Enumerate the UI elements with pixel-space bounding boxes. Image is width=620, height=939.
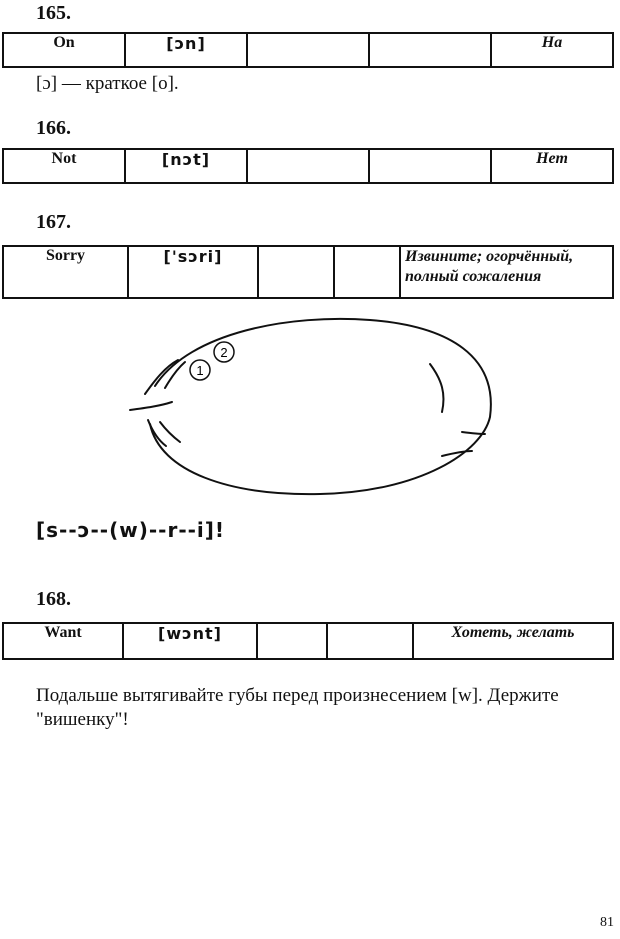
empty-cell (334, 246, 400, 298)
lip-stroke (130, 402, 172, 410)
translation-cell: Нет (491, 149, 613, 183)
section-number-166: 166. (36, 117, 71, 139)
word-table-167 (2, 245, 614, 299)
section-number-165: 165. (36, 2, 71, 24)
page-number: 81 (600, 915, 614, 930)
marker-label-1: 1 (196, 363, 204, 378)
empty-cell (369, 149, 491, 183)
translation-cell: На (491, 33, 613, 67)
section-number-168: 168. (36, 588, 71, 610)
word-table-166 (2, 148, 614, 184)
bottom-tick (442, 451, 472, 456)
word-table-165 (2, 32, 614, 68)
empty-cell (247, 149, 369, 183)
word-cell: On (3, 33, 125, 67)
translation-cell: Хотеть, желать (413, 623, 613, 659)
right-curve (430, 364, 444, 412)
empty-cell (247, 33, 369, 67)
sound-line: [s--ɔ--(w)--r--i]! (36, 518, 226, 542)
word-table-168 (2, 622, 614, 660)
lip-position-diagram (120, 312, 500, 502)
empty-cell (369, 33, 491, 67)
word-cell: Want (3, 623, 123, 659)
mouth-outline (150, 319, 491, 494)
translation-cell: Извините; огорчённый, полный сожаления (400, 246, 613, 298)
word-cell: Not (3, 149, 125, 183)
empty-cell (258, 246, 334, 298)
note-168: Подальше вытягивайте губы перед произнесением [w]. Держите "вишенку"! (36, 685, 559, 730)
empty-cell (257, 623, 327, 659)
transcription-cell: [nɔt] (125, 149, 247, 183)
transcription-cell: [ɔn] (125, 33, 247, 67)
transcription-cell: ['sɔri] (128, 246, 258, 298)
note-165: [ɔ] — краткое [о]. (36, 73, 179, 94)
word-cell: Sorry (3, 246, 128, 298)
marker-label-2: 2 (220, 345, 228, 360)
empty-cell (327, 623, 413, 659)
section-number-167: 167. (36, 211, 71, 233)
jaw-stroke (160, 422, 180, 442)
transcription-cell: [wɔnt] (123, 623, 257, 659)
right-tick (462, 432, 485, 434)
